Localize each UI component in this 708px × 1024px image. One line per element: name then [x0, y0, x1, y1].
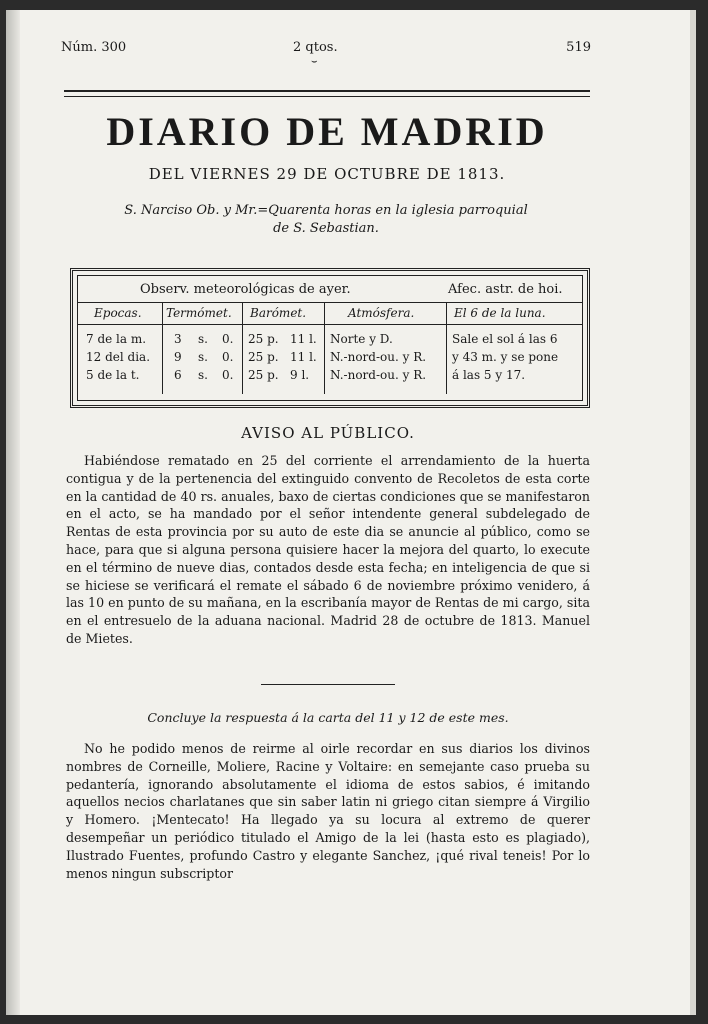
- newspaper-page: [6, 10, 696, 1015]
- letter-paragraph: No he podido menos de reirme al oirle recordar en sus diarios los divinos nombres de Corneille, Moliere, Racine y Voltaire: en semejante caso prueba su pedantería, ignorando absolutamente el idioma de estos sabios, é imitando aquellos necios charlatanes que sin saber latin ni griego citan siempre á Virgilio y Homero. ¡Mentecato! Ha llegado ya su locura al extremo de querer desempeñar un periódico titulado el Amigo de la lei (hasta esto es plagiado), Ilustrado Fuentes, profundo Castro y elegante Sanchez, ¡qué rival teneis! Por lo menos ningun subscriptor: [66, 741, 590, 881]
- page-number: 519: [566, 40, 591, 55]
- header-luna: El 6 de la luna.: [454, 306, 546, 320]
- header-barometro: Barómet.: [250, 306, 307, 320]
- letter-subhead: Concluye la respuesta á la carta del 11 y 12 de este mes.: [147, 710, 509, 725]
- saints-line-2: de S. Sebastian.: [273, 221, 379, 236]
- page-spine: [6, 10, 20, 1015]
- price: 2 qtos.: [293, 40, 338, 55]
- meteorology-title: Observ. meteorológicas de ayer.: [140, 282, 351, 297]
- section-divider: [261, 684, 395, 685]
- notice-body: [66, 452, 590, 648]
- astro-title: Afec. astr. de hoi.: [448, 282, 563, 297]
- header-atmosfera: Atmósfera.: [348, 306, 415, 320]
- masthead-rule: [64, 90, 590, 97]
- header-termometro: Termómet.: [166, 306, 232, 320]
- masthead-title: DIARIO DE MADRID: [106, 109, 548, 154]
- notice-paragraph: Habiéndose rematado en 25 del corriente el arrendamiento de la huerta contigua y de la pertenencia del extinguido convento de Recoletos de esta corte en la cantidad de 40 rs. anuales, baxo de ciertas condiciones que se manifestaron en el acto, se ha mandado por el señor intendente general subdelegado de Rentas de esta provincia por su auto de este dia se anuncie al público, como se hace, para que si alguna persona quisiere hacer la mejora del quarto, lo execute en el término de nueve dias, contados desde esta fecha; en inteligencia de que si se hiciese se verificará el remate el sábado 6 de noviembre próximo venidero, á las 10 en punto de su mañana, en la escribanía mayor de Rentas de mi cargo, sita en el entresuelo de la aduana nacional. Madrid 28 de octubre de 1813. Manuel de Mietes.: [66, 453, 590, 646]
- flourish-ornament: ⌣: [311, 56, 318, 67]
- issue-number: Núm. 300: [61, 40, 127, 55]
- notice-title: AVISO AL PÚBLICO.: [241, 424, 415, 442]
- page-edge: [690, 10, 696, 1015]
- saints-of-day: [76, 202, 576, 238]
- saints-line-1: S. Narciso Ob. y Mr.=Quarenta horas en la iglesia parroquial: [124, 203, 528, 218]
- letter-body: [66, 740, 590, 882]
- meteorology-table: Observ. meteorológicas de ayer. Afec. astr. de hoi. Epocas. Termómet. Barómet. Atmósfera. El 6 de la luna. 7 de la m. 3 s. 0. 25 p. 11 l. Norte y D. Sale el sol á las 6 12 del dia. 9 s. 0. 25 p. 11 l. N.-nord-ou. y R. y 43 m. y se pone 5 de la t. 6 s. 0. 25 p. 9 l. N.-nord-ou. y R. á las 5 y 17.: [70, 268, 590, 408]
- header-epocas: Epocas.: [94, 306, 142, 320]
- dateline: DEL VIERNES 29 DE OCTUBRE DE 1813.: [148, 165, 506, 183]
- header-line: [61, 40, 591, 67]
